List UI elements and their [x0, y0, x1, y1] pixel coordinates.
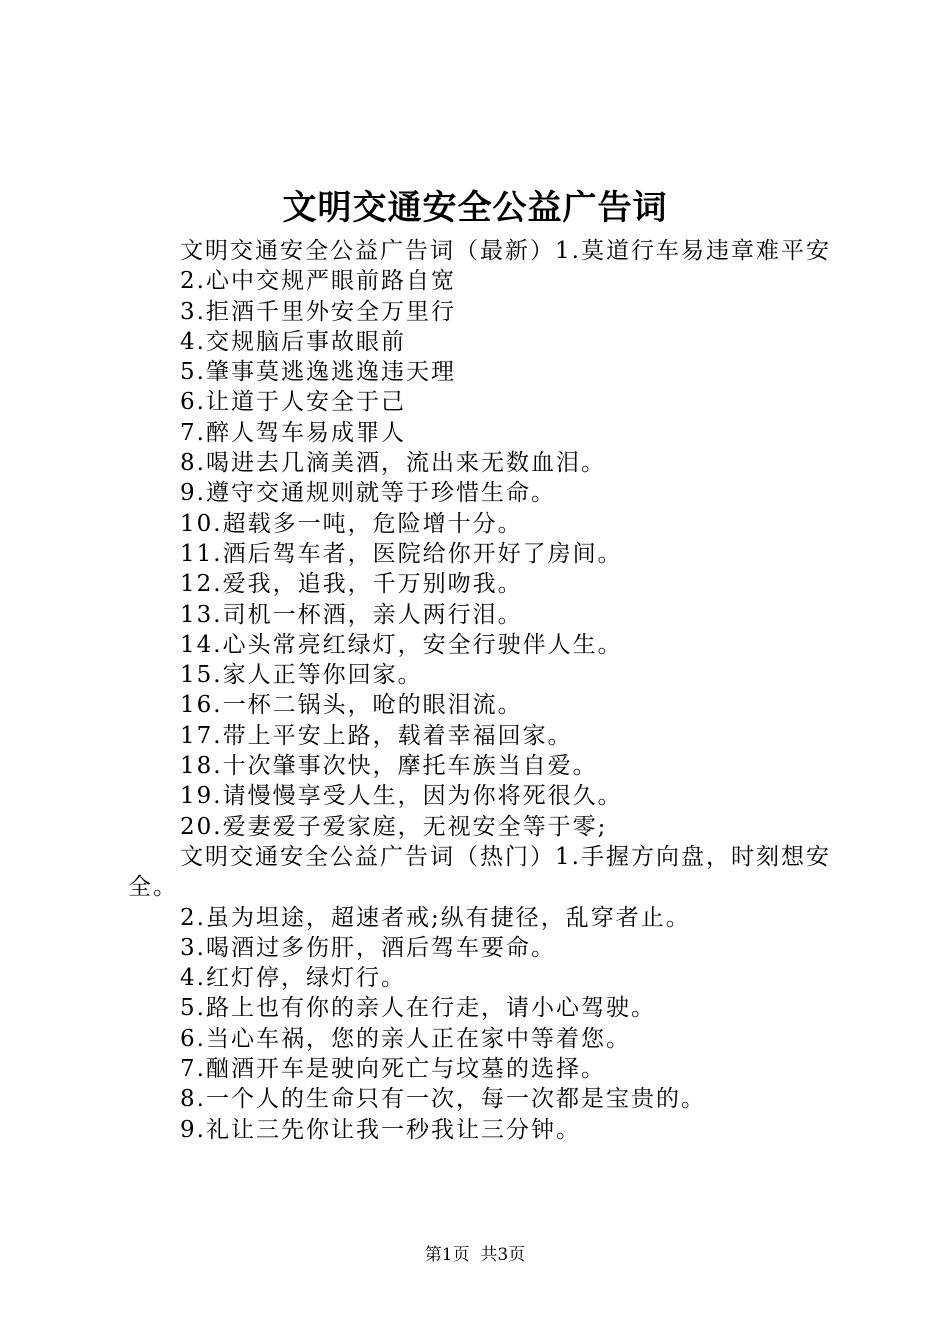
- list-item: 4.交规脑后事故眼前: [180, 328, 406, 355]
- list-item: 19.请慢慢享受人生，因为你将死很久。: [180, 783, 623, 810]
- list-item: 7.醉人驾车易成罪人: [180, 419, 406, 446]
- list-item: 8.一个人的生命只有一次，每一次都是宝贵的。: [180, 1086, 706, 1113]
- list-item: 13.司机一杯酒，亲人两行泪。: [180, 601, 523, 628]
- section-1-intro: 文明交通安全公益广告词（最新）1.莫道行车易违章难平安: [180, 238, 831, 264]
- list-item: 6.当心车祸，您的亲人正在家中等着您。: [180, 1025, 631, 1052]
- list-item: 8.喝进去几滴美酒，流出来无数血泪。: [180, 450, 606, 477]
- list-item: 18.十次肇事次快，摩托车族当自爱。: [180, 753, 598, 780]
- list-item: 7.酗酒开车是驶向死亡与坟墓的选择。: [180, 1056, 606, 1083]
- list-item: 2.虽为坦途，超速者戒;纵有捷径，乱穿者止。: [180, 904, 691, 931]
- list-item: 10.超载多一吨，危险增十分。: [180, 510, 523, 537]
- list-item: 15.家人正等你回家。: [180, 662, 423, 689]
- document-body: [128, 236, 838, 1145]
- list-item: 5.肇事莫逃逸逃逸违天理: [180, 359, 456, 386]
- list-item: 14.心头常亮红绿灯，安全行驶伴人生。: [180, 631, 623, 658]
- list-item: 3.喝酒过多伤肝，酒后驾车要命。: [180, 934, 556, 961]
- section-2-list: [128, 903, 838, 1145]
- list-item: 6.让道于人安全于己: [180, 389, 406, 416]
- list-item: 2.心中交规严眼前路自宽: [180, 268, 456, 295]
- list-item: 9.礼让三先你让我一秒我让三分钟。: [180, 1116, 581, 1143]
- section-2-intro: 文明交通安全公益广告词（热门）1.手握方向盘，时刻想安全。: [128, 843, 831, 901]
- list-item: 5.路上也有你的亲人在行走，请小心驾驶。: [180, 995, 656, 1022]
- list-item: 12.爱我，追我，千万别吻我。: [180, 571, 523, 598]
- list-item: 17.带上平安上路，载着幸福回家。: [180, 722, 573, 749]
- list-item: 4.红灯停，绿灯行。: [180, 965, 406, 992]
- list-item: 9.遵守交通规则就等于珍惜生命。: [180, 480, 556, 507]
- page-footer: [0, 1244, 950, 1266]
- list-item: 11.酒后驾车者，医院给你开好了房间。: [180, 540, 623, 567]
- section-1-list: [128, 266, 838, 842]
- page-number-label: 第1页 共3页: [424, 1245, 526, 1265]
- list-item: 16.一杯二锅头，呛的眼泪流。: [180, 692, 523, 719]
- document-title: 文明交通安全公益广告词: [282, 188, 668, 228]
- list-item: 3.拒酒千里外安全万里行: [180, 298, 456, 325]
- list-item: 20.爱妻爱子爱家庭，无视安全等于零;: [180, 813, 608, 840]
